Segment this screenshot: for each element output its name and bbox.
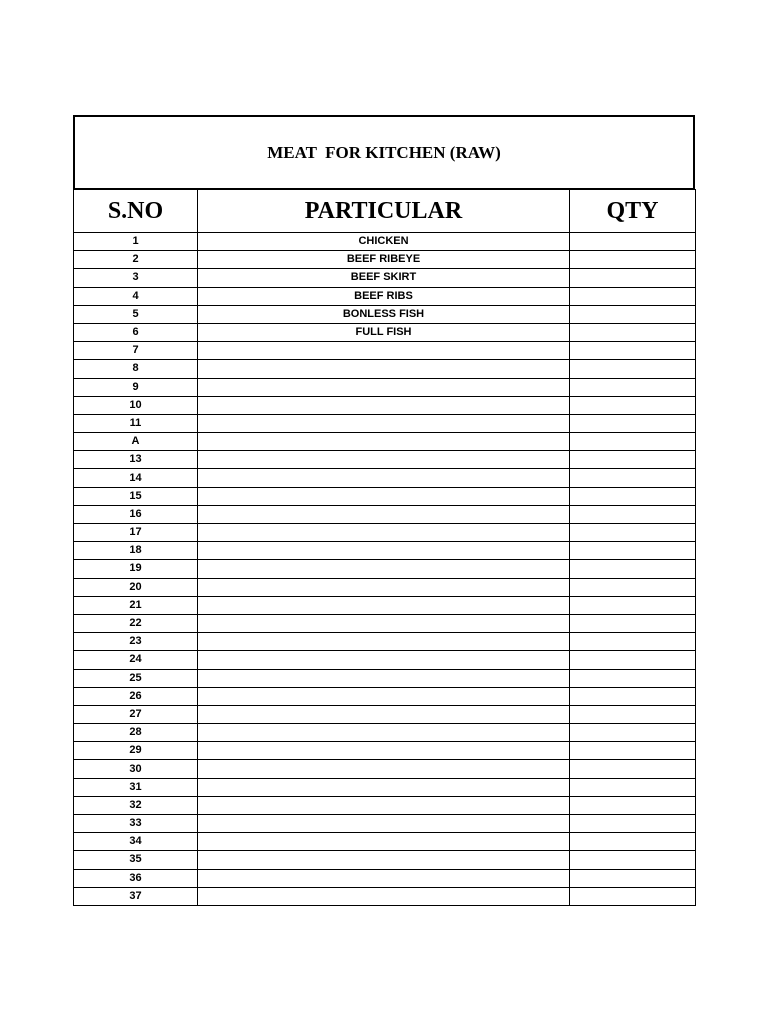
table-row (74, 269, 696, 287)
qty-cell[interactable] (570, 305, 696, 323)
qty-cell[interactable] (570, 778, 696, 796)
sno-cell: 32 (74, 796, 198, 814)
sno-cell: 26 (74, 687, 198, 705)
sno-cell: 35 (74, 851, 198, 869)
particular-cell (198, 687, 570, 705)
table-row (74, 760, 696, 778)
table-row (74, 342, 696, 360)
sno-cell: 10 (74, 396, 198, 414)
sno-cell: 36 (74, 869, 198, 887)
sheet-title: MEAT FOR KITCHEN (RAW) (73, 115, 695, 190)
table-row (74, 651, 696, 669)
particular-cell (198, 778, 570, 796)
particular-cell: BONLESS FISH (198, 305, 570, 323)
sno-cell: 20 (74, 578, 198, 596)
sno-cell: 4 (74, 287, 198, 305)
particular-cell (198, 433, 570, 451)
sno-cell: 9 (74, 378, 198, 396)
table-row (74, 887, 696, 905)
sno-cell: 3 (74, 269, 198, 287)
qty-cell[interactable] (570, 451, 696, 469)
table-row (74, 396, 696, 414)
particular-cell (198, 851, 570, 869)
particular-cell (198, 796, 570, 814)
qty-cell[interactable] (570, 742, 696, 760)
particular-cell (198, 614, 570, 632)
table-row (74, 451, 696, 469)
sno-cell: 16 (74, 505, 198, 523)
particular-cell (198, 669, 570, 687)
particular-cell: FULL FISH (198, 323, 570, 341)
table-row (74, 815, 696, 833)
qty-cell[interactable] (570, 887, 696, 905)
table-row (74, 433, 696, 451)
qty-cell[interactable] (570, 669, 696, 687)
table-row (74, 360, 696, 378)
qty-cell[interactable] (570, 815, 696, 833)
particular-cell: BEEF RIBEYE (198, 251, 570, 269)
qty-cell[interactable] (570, 651, 696, 669)
particular-cell (198, 833, 570, 851)
qty-cell[interactable] (570, 487, 696, 505)
sno-cell: 23 (74, 633, 198, 651)
qty-cell[interactable] (570, 323, 696, 341)
qty-cell[interactable] (570, 687, 696, 705)
particular-cell (198, 360, 570, 378)
sno-cell: 37 (74, 887, 198, 905)
qty-cell[interactable] (570, 287, 696, 305)
table-row (74, 414, 696, 432)
table-row (74, 724, 696, 742)
qty-cell[interactable] (570, 560, 696, 578)
particular-column-header: PARTICULAR (198, 190, 570, 233)
particular-cell (198, 414, 570, 432)
particular-cell (198, 596, 570, 614)
qty-cell[interactable] (570, 342, 696, 360)
table-row (74, 305, 696, 323)
qty-cell[interactable] (570, 796, 696, 814)
particular-cell (198, 396, 570, 414)
table-row (74, 669, 696, 687)
particular-cell (198, 342, 570, 360)
table-row (74, 505, 696, 523)
table-row (74, 614, 696, 632)
qty-cell[interactable] (570, 469, 696, 487)
table-row (74, 578, 696, 596)
sno-cell: A (74, 433, 198, 451)
sno-cell: 6 (74, 323, 198, 341)
particular-cell (198, 560, 570, 578)
sno-cell: 25 (74, 669, 198, 687)
particular-cell (198, 487, 570, 505)
sno-cell: 2 (74, 251, 198, 269)
qty-cell[interactable] (570, 414, 696, 432)
qty-cell[interactable] (570, 578, 696, 596)
qty-cell[interactable] (570, 433, 696, 451)
particular-cell (198, 469, 570, 487)
table-row (74, 596, 696, 614)
sno-cell: 8 (74, 360, 198, 378)
sno-cell: 22 (74, 614, 198, 632)
table-row (74, 323, 696, 341)
qty-cell[interactable] (570, 851, 696, 869)
qty-cell[interactable] (570, 524, 696, 542)
table-row (74, 251, 696, 269)
table-row (74, 742, 696, 760)
sno-cell: 33 (74, 815, 198, 833)
particular-cell (198, 887, 570, 905)
sno-cell: 21 (74, 596, 198, 614)
table-row (74, 633, 696, 651)
table-row (74, 524, 696, 542)
table-row (74, 869, 696, 887)
table-row (74, 687, 696, 705)
sno-cell: 13 (74, 451, 198, 469)
particular-cell (198, 651, 570, 669)
particular-cell (198, 633, 570, 651)
qty-cell[interactable] (570, 705, 696, 723)
particular-cell (198, 760, 570, 778)
sno-cell: 19 (74, 560, 198, 578)
qty-cell[interactable] (570, 233, 696, 251)
qty-cell[interactable] (570, 269, 696, 287)
qty-cell[interactable] (570, 251, 696, 269)
table-row (74, 796, 696, 814)
sno-cell: 31 (74, 778, 198, 796)
sno-cell: 15 (74, 487, 198, 505)
sno-cell: 34 (74, 833, 198, 851)
table-row (74, 469, 696, 487)
sno-column-header: S.NO (74, 190, 198, 233)
qty-cell[interactable] (570, 505, 696, 523)
qty-cell[interactable] (570, 869, 696, 887)
particular-cell (198, 378, 570, 396)
items-table (73, 189, 696, 906)
particular-cell (198, 869, 570, 887)
table-body (74, 233, 696, 906)
particular-cell: BEEF RIBS (198, 287, 570, 305)
particular-cell (198, 705, 570, 723)
table-row (74, 705, 696, 723)
table-row (74, 560, 696, 578)
table-header-row (74, 190, 696, 233)
particular-cell: BEEF SKIRT (198, 269, 570, 287)
particular-cell (198, 578, 570, 596)
sno-cell: 17 (74, 524, 198, 542)
particular-cell (198, 505, 570, 523)
table-row (74, 851, 696, 869)
particular-cell (198, 724, 570, 742)
table-row (74, 487, 696, 505)
qty-cell[interactable] (570, 833, 696, 851)
qty-cell[interactable] (570, 614, 696, 632)
sno-cell: 1 (74, 233, 198, 251)
sno-cell: 27 (74, 705, 198, 723)
table-row (74, 833, 696, 851)
sno-cell: 7 (74, 342, 198, 360)
sno-cell: 28 (74, 724, 198, 742)
qty-cell[interactable] (570, 378, 696, 396)
table-row (74, 542, 696, 560)
meat-order-sheet (73, 115, 695, 906)
sno-cell: 24 (74, 651, 198, 669)
sno-cell: 29 (74, 742, 198, 760)
qty-cell[interactable] (570, 396, 696, 414)
table-row (74, 233, 696, 251)
sno-cell: 14 (74, 469, 198, 487)
particular-cell (198, 451, 570, 469)
qty-cell[interactable] (570, 360, 696, 378)
particular-cell (198, 524, 570, 542)
sno-cell: 5 (74, 305, 198, 323)
qty-cell[interactable] (570, 542, 696, 560)
particular-cell: CHICKEN (198, 233, 570, 251)
table-row (74, 778, 696, 796)
qty-cell[interactable] (570, 724, 696, 742)
particular-cell (198, 742, 570, 760)
particular-cell (198, 542, 570, 560)
particular-cell (198, 815, 570, 833)
table-row (74, 287, 696, 305)
sno-cell: 11 (74, 414, 198, 432)
qty-cell[interactable] (570, 596, 696, 614)
qty-cell[interactable] (570, 633, 696, 651)
sno-cell: 30 (74, 760, 198, 778)
qty-cell[interactable] (570, 760, 696, 778)
table-row (74, 378, 696, 396)
qty-column-header: QTY (570, 190, 696, 233)
sno-cell: 18 (74, 542, 198, 560)
